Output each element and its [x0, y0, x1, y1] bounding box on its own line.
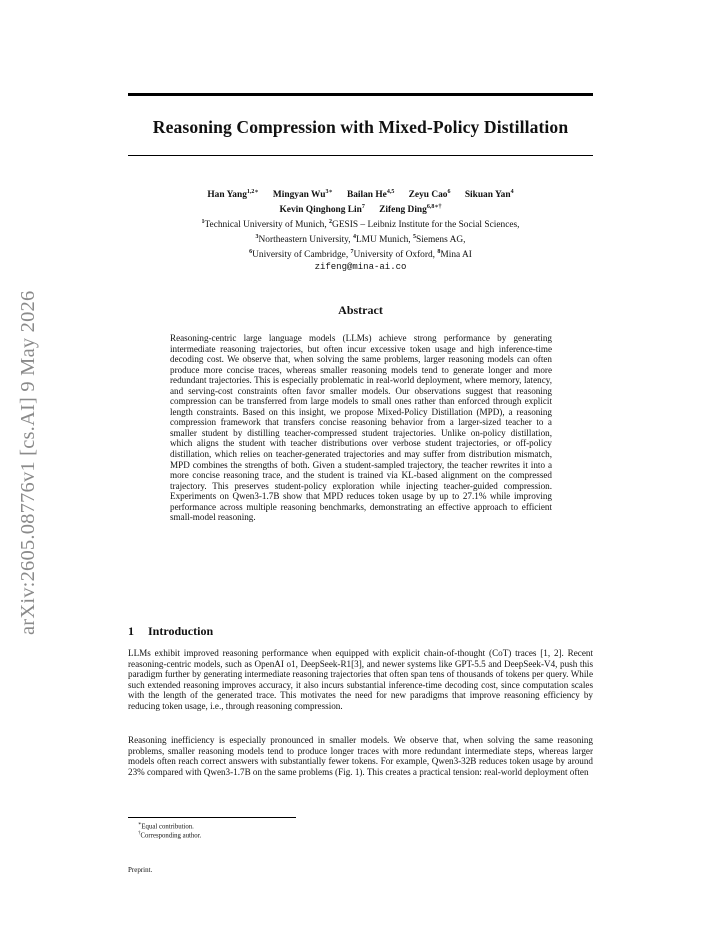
author: Mingyan $Wu^{3∗}$: [272, 189, 333, 201]
author-line-1: [128, 187, 593, 202]
author: Zifeng Ding$^{6,8∗\dagger}$: [379, 203, 442, 216]
author: Han Yang$^{1,2∗}$: [207, 189, 259, 201]
section-heading-introduction: 1 Introduction: [128, 624, 214, 638]
author: Bailan He$^{4,5}$: [346, 189, 395, 201]
affiliation-line: $^1$Technical University of Munich, $^2$GESIS – Leibniz Institute for the Social Sciences,: [201, 218, 520, 230]
footnote-corresponding-author: †Corresponding author.: [138, 831, 202, 840]
author: Sikuan Yan$^4$: [464, 189, 514, 201]
footnote-rule: [128, 817, 296, 818]
contact-email[interactable]: zifeng@mina-ai.co: [314, 261, 407, 272]
author: Kevin Qinghong Lin$^7$: [279, 203, 365, 216]
affiliation-line: $^3$Northeastern University, $^4$LMU Munich, $^5$Siemens AG,: [255, 233, 466, 245]
abstract-heading: Abstract: [338, 303, 383, 317]
title-rule-top: [128, 93, 593, 96]
affiliation-line: $^6$University of Cambridge, $^7$University of Oxford, $^8$Mina AI: [249, 248, 472, 260]
preprint-label: Preprint.: [128, 866, 153, 874]
author-line-2: [128, 202, 593, 217]
abstract-text: Reasoning-centric large language models (LLMs) achieve strong performance by generating intermediate reasoning trajectories, but often incur excessive token usage and high inference-time decoding cost. We observe that, when solving the same problems, larger reasoning models can often produce more concise traces, whereas smaller reasoning models tend to generate longer and more redundant trajectories. This is especially problematic in real-world deployment, where memory, latency, and serving-cost constraints often favor smaller models. Our observations suggest that reasoning compression can be transferred from large models to small ones rather than enforced through explicit length constraints. Based on this insight, we propose Mixed-Policy Distillation (MPD), a reasoning compression framework that transfers concise reasoning behavior from a larger-sized teacher to a smaller student by distilling teacher-compressed student trajectories. Unlike on-policy distillation, which aligns the student with teacher distributions over verbose student trajectories, or off-policy distillation, which relies on teacher-generated trajectories and may suffer from distribution mismatch, MPD combines the strengths of both. Given a student-sampled trajectory, the teacher rewrites it into a more concise reasoning trace, and the student is trained via KL-based alignment on the compressed trajectory. This preserves student-policy exploration while injecting teacher-guided compression. Experiments on Qwen3-1.7B show that MPD reduces token usage by up to 27.1% while improving performance across multiple reasoning benchmarks, demonstrating an effective approach to efficient small-model reasoning.: [170, 333, 552, 523]
intro-paragraph-1: LLMs exhibit improved reasoning performance when equipped with explicit chain-of-thought (CoT) traces [1, 2]. Recent reasoning-centric models, such as OpenAI o1, DeepSeek-R1[3], and newer systems like GPT-5.5 and DeepSeek-V4, push this paradigm further by generating intermediate reasoning trajectories that often span tens of thousands of tokens per query. While such extended reasoning improves accuracy, it also incurs substantial inference-time decoding cost, since computation scales with the length of the generated trace. This motivates the need for new paradigms that improve reasoning efficiency by reducing token usage, i.e., through reasoning compression.: [128, 648, 593, 711]
title-rule-bottom: [128, 155, 593, 156]
arxiv-sidebar-stamp: arXiv:2605.08776v1 [cs.AI] 9 May 2026: [17, 290, 39, 635]
paper-title: Reasoning Compression with Mixed-Policy Distillation: [152, 117, 569, 137]
author-block: [128, 187, 593, 273]
footnote-equal-contribution: ∗Equal contribution.: [138, 822, 194, 831]
intro-paragraph-2: Reasoning inefficiency is especially pronounced in smaller models. We observe that, when solving the same reasoning problems, smaller reasoning models tend to produce longer traces with more redundant intermediate steps, whereas larger models often reach correct answers with substantially fewer tokens. For example, Qwen3-32B reduces token usage by around 23% compared with Qwen3-1.7B on the same problems (Fig. 1). This creates a practical tension: real-world deployment often: [128, 735, 593, 777]
author: Zeyu Cao$^6$: [408, 189, 451, 201]
